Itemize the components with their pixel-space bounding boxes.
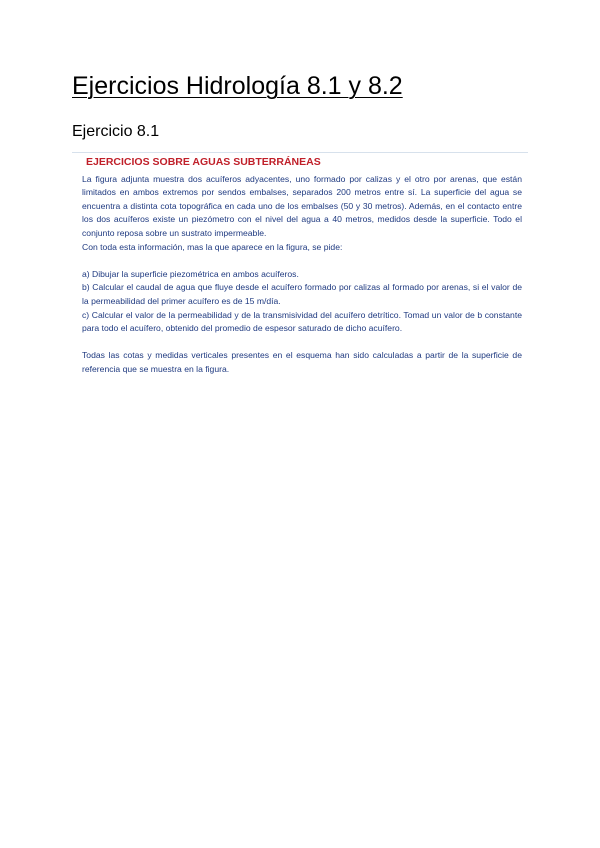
excerpt-request-paragraph: Con toda esta información, mas la que aparece en la figura, se pide: xyxy=(82,241,343,252)
exercise-excerpt-image xyxy=(72,152,528,377)
excerpt-item-c: c) Calcular el valor de la permeabilidad y de la transmisividad del acuífero detrítico. Tomad un valor de b constante para todo el acuífero, obtenido del promedio de espesor saturado de dicho acuífero. xyxy=(82,309,522,334)
excerpt-item-a: a) Dibujar la superficie piezométrica en ambos acuíferos. xyxy=(82,268,299,279)
paragraph-spacer xyxy=(82,336,522,350)
excerpt-intro-paragraph: La figura adjunta muestra dos acuíferos adyacentes, uno formado por calizas y el otro por arenas, que están limitados en ambos extremos por sendos embalses, separados 200 metros entre sí. La superficie del agua se encuentra a distinta cota topográfica en cada uno de los embalses (50 y 30 metros). Además, en el contacto entre los dos acuíferos existe un piezómetro con el nivel del agua a 40 metros, medidos desde la superficie. Todo el conjunto reposa sobre un sustrato impermeable. xyxy=(82,173,522,239)
excerpt-note-paragraph: Todas las cotas y medidas verticales presentes en el esquema han sido calculadas a partir de la superficie de referencia que se muestra en la figura. xyxy=(82,350,522,374)
excerpt-title: EJERCICIOS SOBRE AGUAS SUBTERRÁNEAS xyxy=(86,156,321,168)
section-heading: Ejercicio 8.1 xyxy=(72,123,160,140)
paragraph-spacer xyxy=(82,254,522,268)
excerpt-item-b: b) Calcular el caudal de agua que fluye desde el acuífero formado por calizas al formado por arenas, si el valor de la permeabilidad del primer acuífero es de 15 m/día. xyxy=(82,282,522,306)
document-title: Ejercicios Hidrología 8.1 y 8.2 xyxy=(72,72,403,100)
